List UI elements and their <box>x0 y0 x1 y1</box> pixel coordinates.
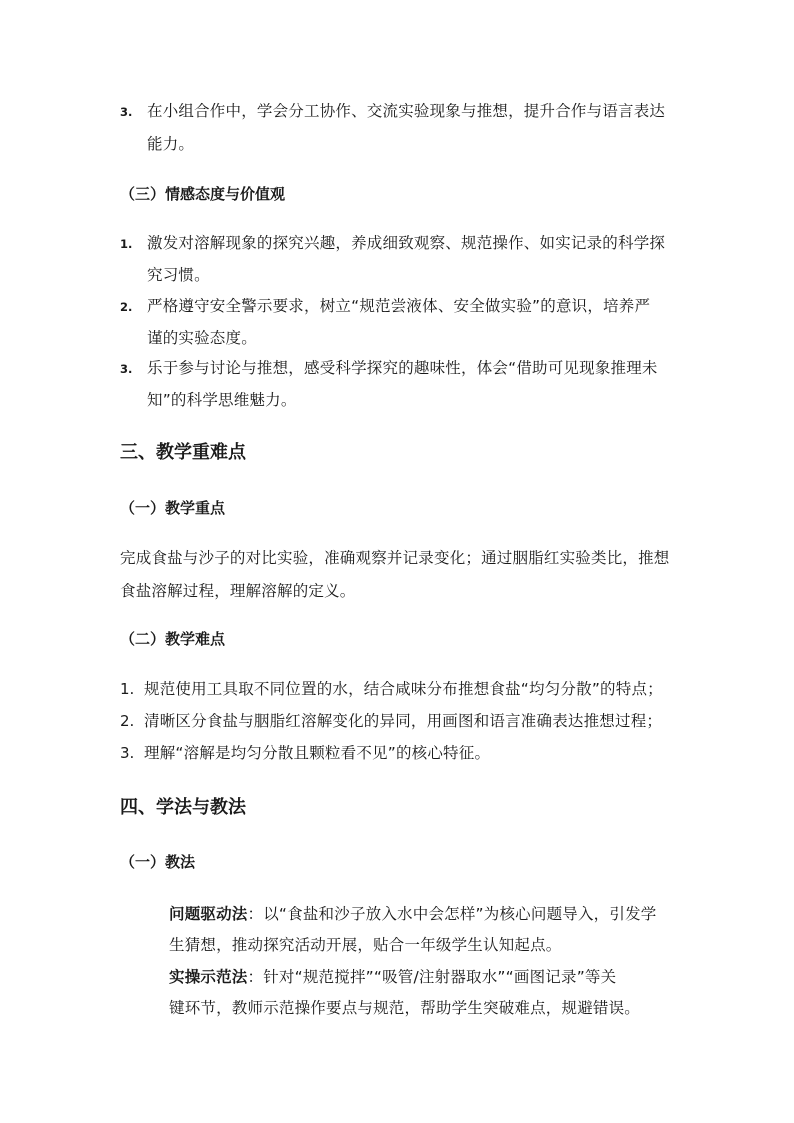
section-title: 三、教学重难点 <box>120 442 246 463</box>
list-item-text: 理解“溶解是均匀分散且颗粒看不见”的核心特征。 <box>144 744 491 762</box>
method-text: ：针对“规范搅拌”“吸管/注射器取水”“画图记录”等关 <box>247 968 617 986</box>
list-number: 2. <box>120 712 135 730</box>
method-paragraph <box>169 904 656 924</box>
list-number: 3. <box>120 105 133 119</box>
list-item-text: 激发对溶解现象的探究兴趣，养成细致观察、规范操作、如实记录的科学探 <box>147 234 666 252</box>
list-item-text-cont: 究习惯。 <box>147 266 210 284</box>
list-number: 2. <box>120 300 133 314</box>
method-paragraph <box>169 967 616 987</box>
list-number: 3. <box>120 362 133 376</box>
subsection-heading: （一）教学重点 <box>120 499 226 517</box>
list-number: 3. <box>120 744 135 762</box>
list-item-text-cont: 能力。 <box>147 135 195 153</box>
list-item-text: 在小组合作中，学会分工协作、交流实验现象与推想，提升合作与语言表达 <box>147 102 666 120</box>
subsection-heading: （三）情感态度与价值观 <box>120 185 286 203</box>
list-item-text-cont: 知”的科学思维魅力。 <box>147 391 297 409</box>
subsection-heading: （一）教法 <box>120 853 196 871</box>
section-title: 四、学法与教法 <box>120 797 246 818</box>
list-number: 1. <box>120 680 135 698</box>
method-text: ：以“食盐和沙子放入水中会怎样”为核心问题导入，引发学 <box>247 905 657 923</box>
list-item-text: 严格遵守安全警示要求，树立“规范尝液体、安全做实验”的意识，培养严 <box>147 297 651 315</box>
method-label: 问题驱动法 <box>169 905 248 923</box>
method-text-cont: 键环节，教师示范操作要点与规范，帮助学生突破难点，规避错误。 <box>169 999 641 1017</box>
list-item-text: 清晰区分食盐与胭脂红溶解变化的异同，用画图和语言准确表达推想过程； <box>144 712 663 730</box>
list-item-text-cont: 谨的实验态度。 <box>147 329 257 347</box>
list-item-text: 乐于参与讨论与推想，感受科学探究的趣味性，体会“借助可见现象推理未 <box>147 359 658 377</box>
subsection-heading: （二）教学难点 <box>120 630 226 648</box>
paragraph-text: 完成食盐与沙子的对比实验，准确观察并记录变化；通过胭脂红实验类比，推想 <box>120 549 670 567</box>
paragraph-text-cont: 食盐溶解过程，理解溶解的定义。 <box>120 582 356 600</box>
method-label: 实操示范法 <box>169 968 248 986</box>
list-item-text: 规范使用工具取不同位置的水，结合咸味分布推想食盐“均匀分散”的特点； <box>144 680 663 698</box>
list-number: 1. <box>120 237 133 251</box>
method-text-cont: 生猜想，推动探究活动开展，贴合一年级学生认知起点。 <box>169 936 562 954</box>
